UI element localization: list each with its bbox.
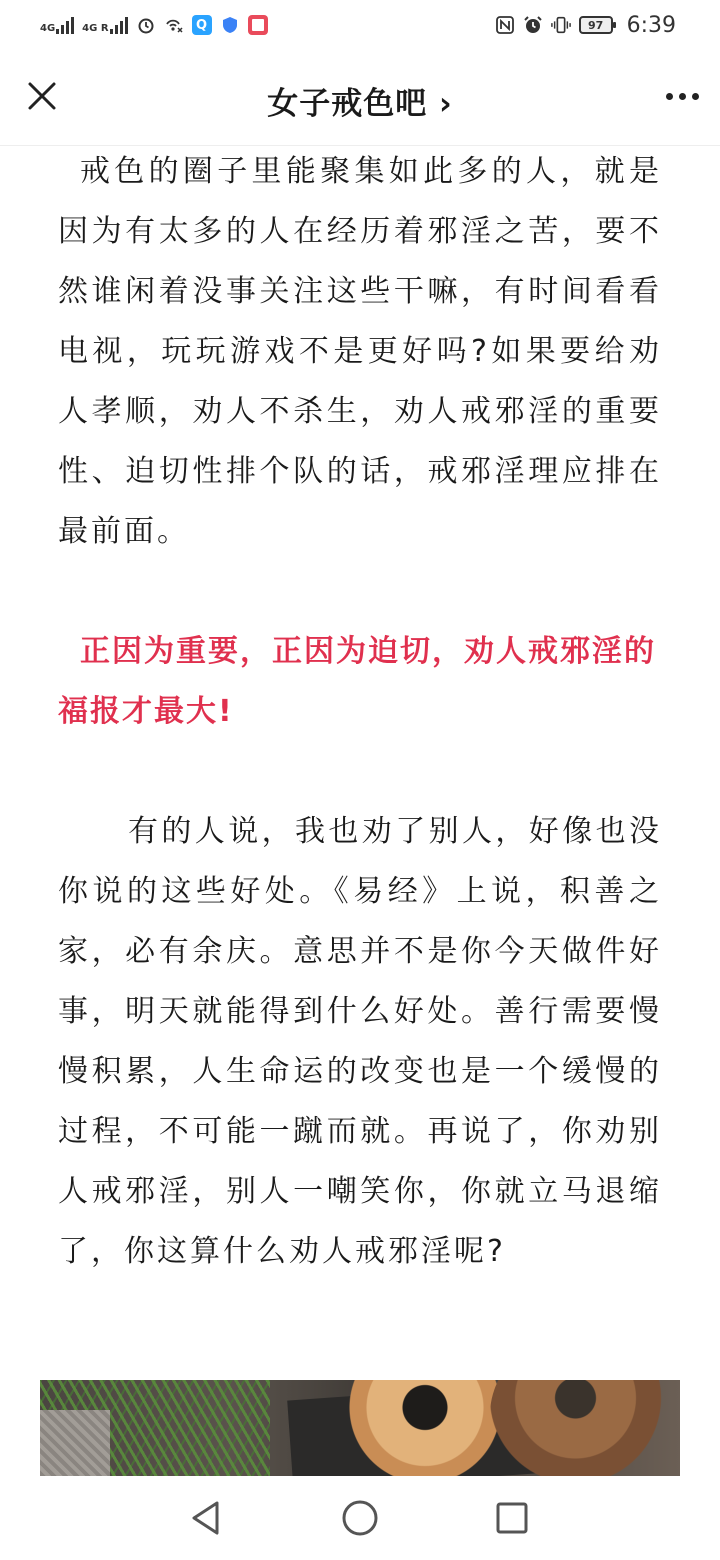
signal-icon	[82, 16, 127, 34]
network-type-2: 4G R	[82, 23, 109, 34]
article-image[interactable]	[40, 1380, 680, 1476]
status-bar	[0, 0, 720, 50]
home-button[interactable]	[340, 1498, 380, 1538]
status-left	[40, 15, 268, 35]
network-type-1: 4G	[40, 23, 56, 34]
signal-icon	[40, 16, 74, 34]
page-title[interactable]: 女子戒色吧 ›	[267, 86, 453, 122]
nfc-icon	[495, 15, 515, 35]
alarm-icon	[523, 15, 543, 35]
top-nav-bar	[0, 50, 720, 146]
back-triangle-icon	[189, 1500, 223, 1536]
book-app-icon	[248, 15, 268, 35]
highlight-paragraph: 正因为重要，正因为迫切，劝人戒邪淫的福报才最大!	[58, 634, 656, 729]
image-cloth	[40, 1410, 110, 1476]
shield-app-icon	[220, 15, 240, 35]
recent-apps-button[interactable]	[492, 1498, 532, 1538]
back-button[interactable]	[186, 1498, 226, 1538]
search-app-icon: Q	[192, 15, 212, 35]
image-bagel	[340, 1380, 510, 1476]
hotspot-icon	[164, 15, 184, 35]
clock-time: 6:39	[626, 12, 676, 38]
vibrate-icon	[551, 15, 571, 35]
system-navigation-bar	[0, 1476, 720, 1560]
status-right	[495, 13, 676, 38]
image-bagel	[490, 1380, 680, 1476]
recent-square-icon	[495, 1501, 529, 1535]
more-icon	[666, 93, 699, 100]
article-paragraph: 戒色的圈子里能聚集如此多的人，就是因为有太多的人在经历着邪淫之苦，要不然谁闲着没事关注这些干嘛，有时间看看电视，玩玩游戏不是更好吗?如果要给劝人孝顺，劝人不杀生，劝人戒邪淫的重要性、迫切性排个队的话，戒邪淫理应排在最前面。	[58, 154, 662, 549]
article-body	[58, 142, 662, 1282]
home-circle-icon	[341, 1499, 379, 1537]
battery-icon: 97	[579, 16, 613, 34]
article-paragraph: 有的人说，我也劝了别人，好像也没你说的这些好处。《易经》上说，积善之家，必有余庆。意思并不是你今天做件好事，明天就能得到什么好处。善行需要慢慢积累，人生命运的改变也是一个缓慢的过程，不可能一蹴而就。再说了，你劝别人戒邪淫，别人一嘲笑你，你就立马退缩了，你这算什么劝人戒邪淫呢?	[58, 814, 662, 1269]
alarm-icon	[136, 15, 156, 35]
more-button[interactable]	[662, 76, 702, 116]
